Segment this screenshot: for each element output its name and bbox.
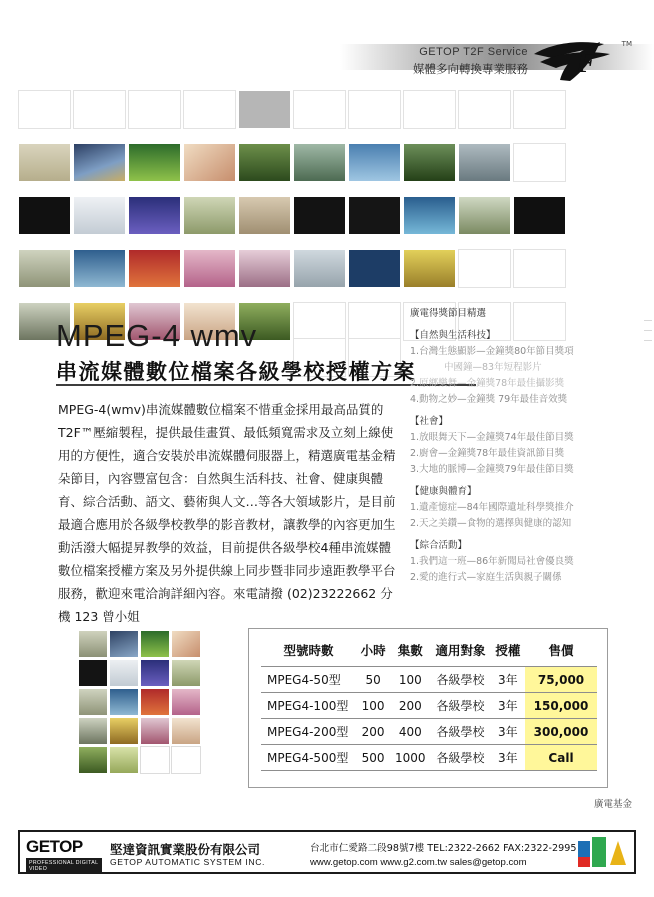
awards-heading: 廣電得獎節目精選 (410, 308, 487, 319)
cell-license: 3年 (491, 693, 525, 719)
header-service-cn: 媒體多向轉換專業服務 (413, 62, 528, 76)
pricing-table (261, 637, 597, 771)
thumbnail-cell (128, 143, 181, 182)
thumbnail-cell (183, 143, 236, 182)
mini-thumbnail-cell (171, 630, 201, 658)
awards-category: 【健康與體育】 (410, 486, 477, 497)
thumbnail-cell (293, 90, 346, 129)
awards-item: 1.放眼舞天下—金鐘獎74年最佳節目獎 (410, 432, 574, 443)
thumbnail-cell (293, 249, 346, 288)
mini-thumbnail-cell (109, 717, 139, 745)
table-row (261, 693, 597, 719)
t2f-logo-icon (530, 38, 626, 82)
thumbnail-cell (73, 196, 126, 235)
company-address: 台北市仁愛路二段98號7樓 TEL:2322-2662 FAX:2322-2995 (310, 843, 577, 854)
thumbnail-cell (458, 196, 511, 235)
mini-thumbnail-cell (140, 659, 170, 687)
table-row (261, 667, 597, 693)
mini-thumbnail-cell (171, 659, 201, 687)
thumbnail-cell (348, 90, 401, 129)
awards-item: 中國鐘—83年短程影片 (444, 362, 542, 373)
thumbnail-cell (513, 143, 566, 182)
mini-thumbnail-cell (78, 717, 108, 745)
mini-thumbnail-cell (171, 717, 201, 745)
awards-item: 1.台灣生態顯影—金鐘獎80年節目獎項 (410, 346, 574, 357)
awards-item: 2.愛的進行式—家庭生活與親子關係 (410, 572, 562, 583)
svg-text:F: F (576, 46, 597, 79)
mini-thumbnail-cell (140, 630, 170, 658)
mini-thumbnail-cell (78, 659, 108, 687)
awards-item: 1.我們這一班—86年新聞局社會優良獎 (410, 556, 574, 567)
awards-item: 3.大地的脈博—金鐘獎79年最佳節目獎 (410, 464, 574, 475)
awards-item: 4.動物之妙—金鐘獎 79年最佳音效獎 (410, 394, 568, 405)
thumbnail-cell (18, 196, 71, 235)
table-row (261, 745, 597, 771)
thumbnail-cell (73, 249, 126, 288)
cell-license: 3年 (491, 745, 525, 771)
thumbnail-cell (348, 302, 401, 341)
cell-hours: 200 (356, 719, 390, 745)
mini-thumbnail-cell (109, 630, 139, 658)
thumbnail-cell (348, 249, 401, 288)
awards-category: 【綜合活動】 (410, 540, 468, 551)
cell-model: MPEG4-500型 (261, 745, 356, 771)
col-model: 型號時數 (283, 643, 334, 658)
thumbnail-cell (458, 90, 511, 129)
thumbnail-cell (183, 196, 236, 235)
mini-thumbnail-cell (140, 717, 170, 745)
thumbnail-cell (238, 249, 291, 288)
cell-price: 150,000 (525, 693, 597, 719)
thumbnail-cell (513, 249, 566, 288)
cell-episodes: 100 (390, 667, 430, 693)
thumbnail-cell (513, 196, 566, 235)
cell-price: 300,000 (525, 719, 597, 745)
mini-thumbnail-cell (171, 746, 201, 774)
col-price: 售價 (548, 643, 574, 658)
thumbnail-cell (73, 90, 126, 129)
edge-mark (644, 320, 652, 321)
mini-thumbnail-cell (109, 688, 139, 716)
thumbnail-cell (73, 143, 126, 182)
awards-item: 1.遺產憶症—84年國際遺址科學獎推介 (410, 502, 574, 513)
edge-mark (644, 330, 652, 331)
cell-target: 各級學校 (430, 693, 490, 719)
getop-logo (26, 837, 102, 872)
thumbnail-cell (293, 196, 346, 235)
cell-hours: 100 (356, 693, 390, 719)
cell-price: 75,000 (525, 667, 597, 693)
getop-tagline: PROFESSIONAL DIGITAL VIDEO (26, 858, 102, 874)
thumbnail-cell (183, 90, 236, 129)
thumbnail-cell (128, 196, 181, 235)
awards-list (410, 306, 654, 586)
cell-hours: 50 (356, 667, 390, 693)
mini-thumbnail-grid (78, 630, 204, 778)
body-paragraph: MPEG-4(wmv)串流媒體數位檔案不惜重金採用最高品質的 T2F™壓縮製程，提供最佳畫質、最低頻寬需求及立刻上線使用的方便性，適合安裝於串流媒體伺服器上，精選廣電基金精朵節目，內容豐富包含：自然與生活科技、社會、健康與體育、綜合活動、語文、藝術與人文…等各大領域影片，是目前最適合應用於各級學校教學的影音教材，讓教學的內容更加生動活潑大幅提昇教學的效益，目前提供各級學校4種串流媒體數位檔案授權方案及另外提供線上同步暨非同步遠距教學平台服務，歡迎來電洽詢詳細內容。來電請撥 (02)23222662 分機 123 曾小姐 (58, 402, 396, 624)
cell-price: Call (525, 745, 597, 771)
awards-item: 2.原鄉樂舞—金鐘獎78年最佳攝影獎 (410, 378, 565, 389)
cell-model: MPEG4-200型 (261, 719, 356, 745)
getop-wordmark: GETOP (26, 837, 83, 856)
page-subtitle: 串流媒體數位檔案各級學校授權方案 (56, 360, 416, 384)
page-footer (18, 830, 636, 874)
cell-episodes: 200 (390, 693, 430, 719)
mini-thumbnail-cell (109, 746, 139, 774)
cell-model: MPEG4-100型 (261, 693, 356, 719)
mini-thumbnail-cell (140, 688, 170, 716)
thumbnail-cell (403, 196, 456, 235)
col-hours: 小時 (360, 643, 386, 658)
cell-target: 各級學校 (430, 667, 490, 693)
awards-item: 2.天之美鑽—食物的選擇與健康的認知 (410, 518, 572, 529)
thumbnail-cell (183, 249, 236, 288)
thumbnail-mosaic (18, 90, 628, 342)
company-name-cn: 堅達資訊實業股份有限公司 (110, 842, 261, 857)
company-web: www.getop.com www.g2.com.tw sales@getop.com (310, 857, 527, 868)
thumbnail-cell (348, 143, 401, 182)
page-title: MPEG-4 wmv (56, 318, 258, 353)
awards-category: 【自然與生活科技】 (410, 330, 496, 341)
cell-target: 各級學校 (430, 745, 490, 771)
company-name-en: GETOP AUTOMATIC SYSTEM INC. (110, 857, 265, 867)
page-header (0, 0, 654, 86)
pricing-panel (248, 628, 608, 788)
thumbnail-cell (238, 90, 291, 129)
thumbnail-cell (513, 90, 566, 129)
cell-license: 3年 (491, 719, 525, 745)
cell-episodes: 400 (390, 719, 430, 745)
cell-target: 各級學校 (430, 719, 490, 745)
thumbnail-cell (128, 90, 181, 129)
mini-thumbnail-cell (78, 630, 108, 658)
header-service-en: GETOP T2F Service (419, 46, 528, 58)
mini-thumbnail-cell (109, 659, 139, 687)
thumbnail-cell (128, 249, 181, 288)
thumbnail-cell (403, 143, 456, 182)
cell-hours: 500 (356, 745, 390, 771)
thumbnail-cell (18, 143, 71, 182)
col-target: 適用對象 (435, 643, 486, 658)
cell-episodes: 1000 (390, 745, 430, 771)
header-service-text (413, 46, 528, 77)
thumbnail-cell (458, 143, 511, 182)
edge-mark (644, 340, 652, 341)
thumbnail-cell (348, 196, 401, 235)
mini-thumbnail-cell (140, 746, 170, 774)
sponsor-label: 廣電基金 (593, 799, 632, 810)
mini-thumbnail-cell (78, 746, 108, 774)
table-row (261, 719, 597, 745)
thumbnail-cell (238, 196, 291, 235)
thumbnail-cell (403, 90, 456, 129)
mini-thumbnail-cell (171, 688, 201, 716)
thumbnail-cell (293, 302, 346, 341)
col-episodes: 集數 (397, 643, 423, 658)
thumbnail-cell (18, 249, 71, 288)
thumbnail-cell (18, 90, 71, 129)
awards-category: 【社會】 (410, 416, 449, 427)
thumbnail-cell (403, 249, 456, 288)
sponsor-logo-icon (576, 835, 628, 871)
cell-model: MPEG4-50型 (261, 667, 356, 693)
cell-license: 3年 (491, 667, 525, 693)
thumbnail-cell (293, 143, 346, 182)
thumbnail-cell (458, 249, 511, 288)
mini-thumbnail-cell (78, 688, 108, 716)
table-header-row (261, 637, 597, 667)
awards-item: 2.廚會—金鐘獎78年最佳資訊節目獎 (410, 448, 565, 459)
col-license: 授權 (495, 643, 521, 658)
trademark-label: TM (621, 40, 632, 48)
thumbnail-cell (238, 143, 291, 182)
